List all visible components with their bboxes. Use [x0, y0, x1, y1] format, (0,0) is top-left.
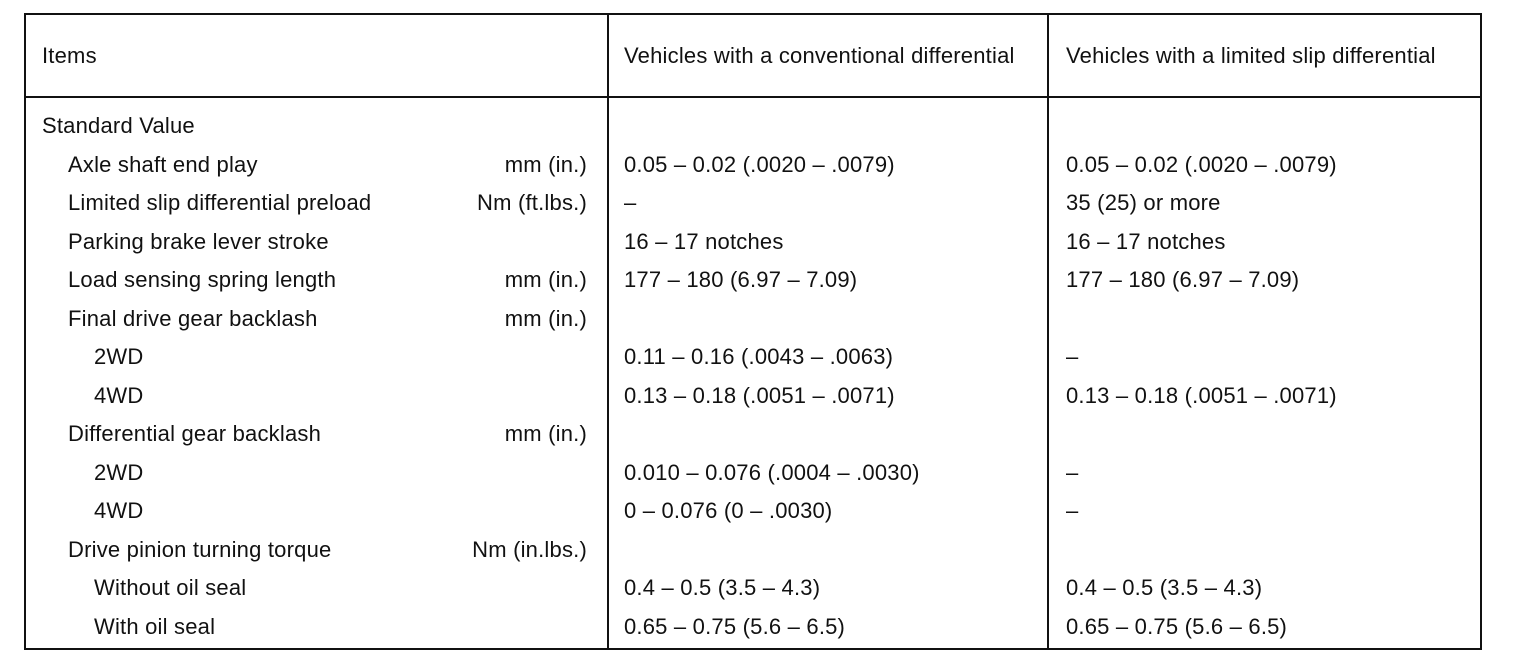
table-row	[26, 535, 1480, 574]
conventional-value: 0.05 – 0.02 (.0020 – .0079)	[624, 151, 895, 177]
table-row	[26, 458, 1480, 497]
table-row	[26, 188, 1480, 227]
limited-slip-value: 0.4 – 0.5 (3.5 – 4.3)	[1066, 575, 1263, 600]
conventional-value: 177 – 180 (6.97 – 7.09)	[624, 267, 858, 292]
header-items-label: Items	[42, 42, 97, 68]
item-label: Without oil seal	[94, 575, 247, 600]
table-row	[26, 342, 1480, 381]
spec-table	[24, 13, 1482, 650]
item-unit: mm (in.)	[504, 151, 587, 177]
table-row	[26, 227, 1480, 266]
table-row	[26, 381, 1480, 420]
table-row	[26, 496, 1480, 535]
item-unit: mm (in.)	[504, 421, 587, 446]
item-label: 2WD	[94, 344, 144, 369]
limited-slip-value: 0.05 – 0.02 (.0020 – .0079)	[1066, 151, 1337, 177]
conventional-value: 0.65 – 0.75 (5.6 – 6.5)	[624, 613, 846, 639]
table-row	[26, 265, 1480, 304]
conventional-value: 16 – 17 notches	[624, 228, 784, 254]
item-label: 4WD	[94, 498, 144, 523]
table-row	[26, 573, 1480, 612]
header-divider	[26, 96, 1480, 98]
header-conventional	[624, 15, 1044, 96]
table-row	[26, 304, 1480, 343]
table-row	[26, 612, 1480, 651]
header-conventional-label: Vehicles with a conventional differential	[624, 42, 1015, 68]
item-label: Standard Value	[42, 113, 195, 138]
limited-slip-value: –	[1066, 498, 1079, 523]
conventional-value: 0 – 0.076 (0 – .0030)	[624, 498, 833, 523]
limited-slip-value: –	[1066, 344, 1079, 369]
conventional-value: –	[624, 190, 637, 215]
header-limited-slip-label: Vehicles with a limited slip differential	[1066, 42, 1436, 68]
item-label: Parking brake lever stroke	[68, 228, 329, 254]
limited-slip-value: 0.65 – 0.75 (5.6 – 6.5)	[1066, 613, 1288, 639]
limited-slip-value: 177 – 180 (6.97 – 7.09)	[1066, 267, 1300, 292]
limited-slip-value: 35 (25) or more	[1066, 190, 1221, 215]
item-unit: mm (in.)	[504, 267, 587, 292]
table-row	[26, 150, 1480, 189]
item-label: 2WD	[94, 459, 144, 485]
conventional-value: 0.11 – 0.16 (.0043 – .0063)	[624, 344, 894, 369]
table-row	[26, 419, 1480, 458]
conventional-value: 0.010 – 0.076 (.0004 – .0030)	[624, 459, 920, 485]
item-label: Drive pinion turning torque	[68, 536, 332, 562]
item-label: 4WD	[94, 382, 144, 408]
conventional-value: 0.4 – 0.5 (3.5 – 4.3)	[624, 575, 821, 600]
item-label: Limited slip differential preload	[68, 190, 372, 215]
limited-slip-value: 0.13 – 0.18 (.0051 – .0071)	[1066, 382, 1337, 408]
item-label: Load sensing spring length	[68, 267, 337, 292]
item-label: Final drive gear backlash	[68, 305, 318, 331]
item-label: With oil seal	[94, 613, 216, 639]
header-limited-slip	[1066, 15, 1476, 96]
conventional-value: 0.13 – 0.18 (.0051 – .0071)	[624, 382, 895, 408]
item-label: Differential gear backlash	[68, 421, 322, 446]
table-row	[26, 111, 1480, 150]
limited-slip-value: –	[1066, 459, 1079, 485]
item-label: Axle shaft end play	[68, 151, 258, 177]
limited-slip-value: 16 – 17 notches	[1066, 228, 1226, 254]
header-items	[42, 15, 602, 96]
item-unit: Nm (in.lbs.)	[472, 536, 587, 562]
item-unit: Nm (ft.lbs.)	[477, 190, 587, 215]
item-unit: mm (in.)	[504, 305, 587, 331]
